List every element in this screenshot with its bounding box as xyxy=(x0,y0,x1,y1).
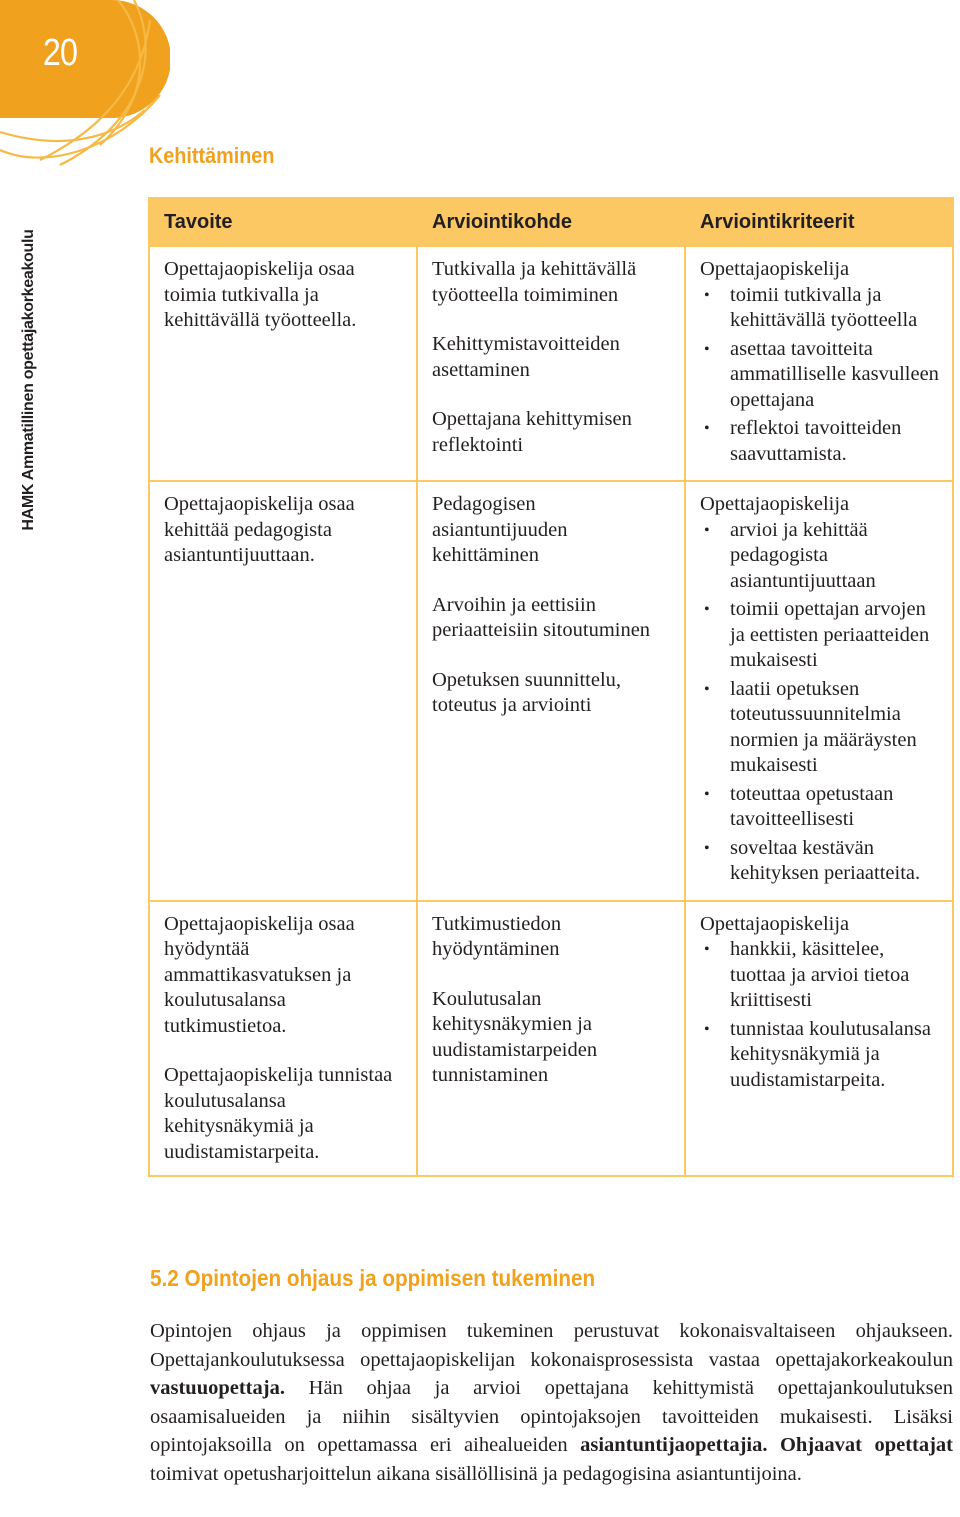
criteria-cell xyxy=(685,246,953,481)
table-row xyxy=(149,901,953,1177)
target-text: Opetuksen suunnittelu, toteutus ja arviointi xyxy=(432,668,622,716)
criteria-intro: Opettajaopiskelija xyxy=(700,912,850,935)
criteria-item: • laatii opetuksen toteutussuunnitelmia normien ja määräysten mukaisesti xyxy=(700,677,940,779)
body-text-bold: Ohjaavat opettajat xyxy=(779,1434,954,1457)
target-text: Koulutusalan kehitysnäkymien ja uudistamistarpeiden tunnistaminen xyxy=(432,987,598,1086)
criteria-item: • toimii opettajan arvojen ja eettisten periaatteiden mukaisesti xyxy=(700,597,940,674)
body-text-run: toimivat opetusharjoittelun aikana sisällöllisinä ja pedagogisina asiantuntijoina. xyxy=(150,1462,802,1485)
target-text: Opettajana kehittymisen reflektointi xyxy=(432,408,632,456)
criteria-item: • toteuttaa opetustaan tavoitteellisesti xyxy=(700,782,940,833)
criteria-item: • toimii tutkivalla ja kehittävällä työotteella xyxy=(700,283,940,334)
page-number: 20 xyxy=(42,32,78,74)
criteria-item: • reflektoi tavoitteiden saavuttamista. xyxy=(700,416,940,467)
goal-cell xyxy=(149,481,417,901)
target-text: Arvoihin ja eettisiin periaatteisiin sitoutuminen xyxy=(432,593,651,641)
goal-cell xyxy=(149,246,417,481)
header-tavoite: Tavoite xyxy=(149,198,417,246)
subsection-title: 5.2 Opintojen ohjaus ja oppimisen tukeminen xyxy=(150,1265,596,1291)
criteria-list xyxy=(700,283,940,468)
body-text-bold: vastuuopettaja. xyxy=(150,1377,285,1400)
header-arviointikriteerit: Arviointikriteerit xyxy=(685,198,953,246)
target-text: Pedagogisen asiantuntijuuden kehittäminen xyxy=(432,493,568,566)
assessment-criteria-table xyxy=(148,197,954,1177)
criteria-cell xyxy=(685,901,953,1177)
criteria-cell xyxy=(685,481,953,901)
table-header-row xyxy=(149,198,953,246)
criteria-item: • asettaa tavoitteita ammatilliselle kasvulleen opettajana xyxy=(700,337,940,414)
goal-text: Opettajaopiskelija osaa hyödyntää ammattikasvatuksen ja koulutusalansa tutkimustietoa. xyxy=(164,912,355,1037)
body-paragraph xyxy=(150,1317,953,1489)
goal-text: Opettajaopiskelija tunnistaa koulutusalansa kehitysnäkymiä ja uudistamistarpeita. xyxy=(164,1064,393,1163)
table-row xyxy=(149,481,953,901)
target-text: Kehittymistavoitteiden asettaminen xyxy=(432,333,620,381)
goal-cell xyxy=(149,901,417,1177)
criteria-item: • hankkii, käsittelee, tuottaa ja arvioi tietoa kriittisesti xyxy=(700,937,940,1014)
running-header: HAMK Ammatillinen opettajakorkeakoulu xyxy=(20,229,37,531)
body-text-run xyxy=(767,1434,779,1456)
goal-text: Opettajaopiskelija osaa kehittää pedagogista asiantuntijuuttaan. xyxy=(164,493,355,566)
corner-decoration xyxy=(0,0,170,170)
target-text: Tutkivalla ja kehittävällä työotteella toimiminen xyxy=(432,258,637,306)
criteria-list xyxy=(700,937,940,1093)
target-cell xyxy=(417,246,685,481)
target-cell xyxy=(417,901,685,1177)
target-text: Tutkimustiedon hyödyntäminen xyxy=(432,912,562,960)
target-cell xyxy=(417,481,685,901)
body-text-run: Hän ohjaa ja arvioi opettajana kehittymistä opettajankoulutuksen osaamisalueiden ja niihin sisältyvien opintojaksojen tavoitteiden mukaisesti. Lisäksi opintojaksoilla on opettamassa eri aihealueiden xyxy=(150,1377,953,1457)
section-title: Kehittäminen xyxy=(149,143,275,168)
criteria-intro: Opettajaopiskelija xyxy=(700,493,850,515)
body-text-bold: asiantuntijaopettajia. xyxy=(580,1434,768,1457)
table-row xyxy=(149,246,953,481)
criteria-intro: Opettajaopiskelija xyxy=(700,258,850,280)
header-arviointikohde: Arviointikohde xyxy=(417,198,685,246)
criteria-item: • soveltaa kestävän kehityksen periaatteita. xyxy=(700,836,940,887)
criteria-list xyxy=(700,518,940,887)
criteria-item: • tunnistaa koulutusalansa kehitysnäkymiä ja uudistamistarpeita. xyxy=(700,1017,940,1094)
body-text-run: Opintojen ohjaus ja oppimisen tukeminen perustuvat kokonaisvaltaiseen ohjaukseen. Opettajankoulutuksessa opettajaopiskelijan kokonaisprosessista vastaa opettajakorkeakoulun xyxy=(150,1320,953,1371)
criteria-item: • arvioi ja kehittää pedagogista asiantuntijuuttaan xyxy=(700,518,940,595)
goal-text: Opettajaopiskelija osaa toimia tutkivalla ja kehittävällä työotteella. xyxy=(164,258,357,331)
